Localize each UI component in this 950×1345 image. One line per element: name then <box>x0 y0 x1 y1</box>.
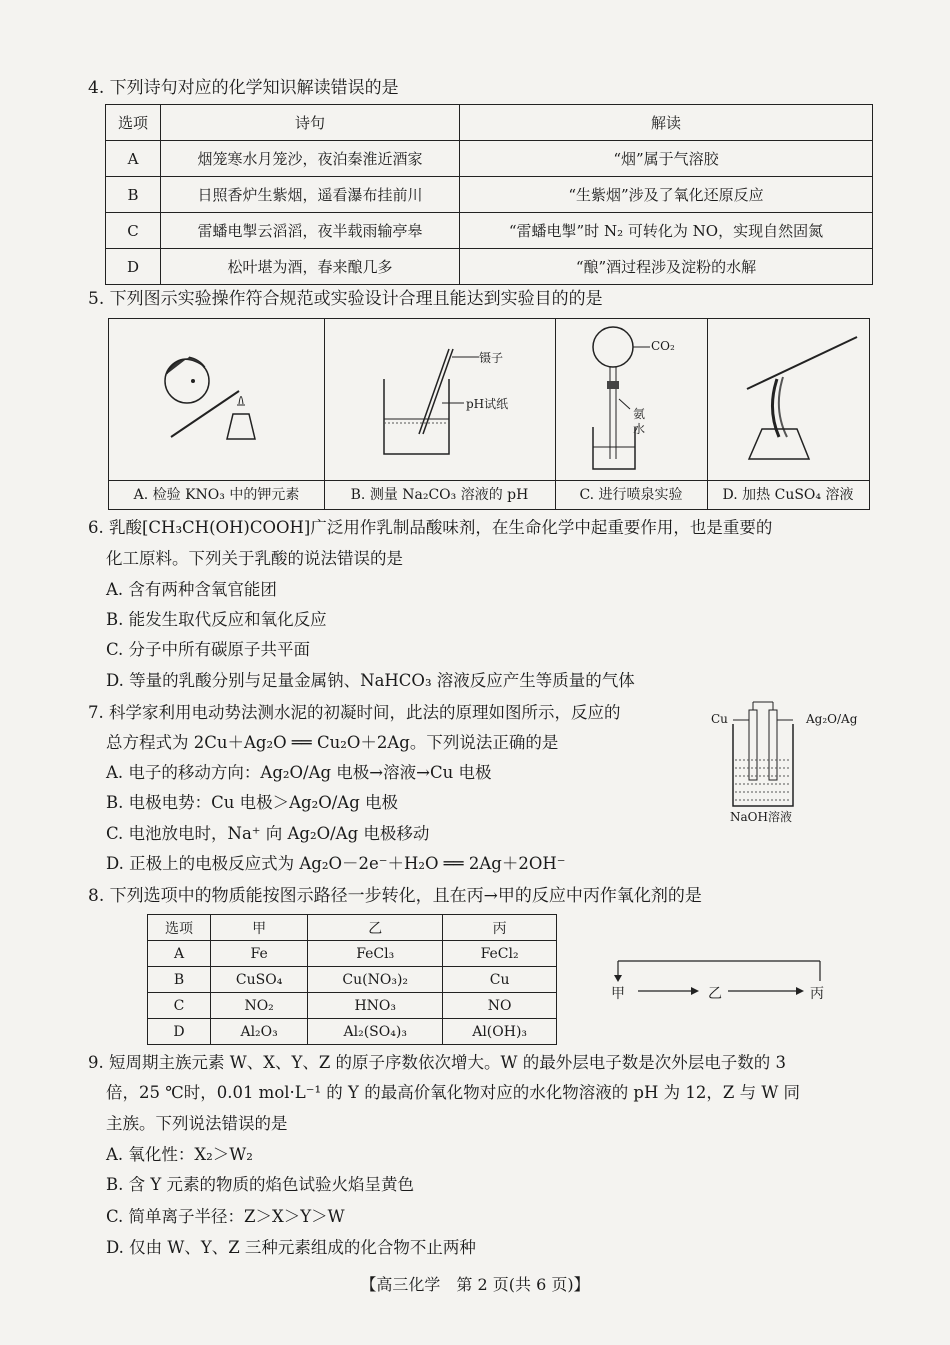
caption-b: B. 测量 Na₂CO₃ 溶液的 pH <box>324 480 555 509</box>
table-cell: “雷蟠电掣”时 N₂ 可转化为 NO，实现自然固氮 <box>460 213 873 249</box>
cu-electrode-label: Cu <box>711 712 728 726</box>
q7-option-d: D. 正极上的电极反应式为 Ag₂O－2e⁻＋H₂O ══ 2Ag＋2OH⁻ <box>106 854 566 873</box>
table-cell: “生紫烟”涉及了氧化还原反应 <box>460 177 873 213</box>
table-cell: Fe <box>211 941 308 967</box>
q8-table <box>147 914 557 1045</box>
table-row <box>148 941 557 967</box>
q8-title: 8. 下列选项中的物质能按图示路径一步转化，且在丙→甲的反应中丙作氧化剂的是 <box>88 886 702 906</box>
fountain-illustration <box>555 319 707 479</box>
table-header: 乙 <box>308 915 443 941</box>
path-jia: 甲 <box>611 986 625 1002</box>
table-cell: 雷蟠电掣云滔滔，夜半载雨输亭皋 <box>161 213 460 249</box>
q7-option-c: C. 电池放电时，Na⁺ 向 Ag₂O/Ag 电极移动 <box>106 824 430 843</box>
q6-option-b: B. 能发生取代反应和氧化反应 <box>106 610 327 629</box>
q9-option-a: A. 氧化性：X₂＞W₂ <box>106 1145 253 1164</box>
table-cell: D <box>148 1019 211 1045</box>
experiment-a <box>109 319 325 509</box>
table-cell: 日照香炉生紫烟，遥看瀑布挂前川 <box>161 177 460 213</box>
q9-option-c: C. 简单离子半径：Z＞X＞Y＞W <box>106 1207 345 1226</box>
table-header: 丙 <box>443 915 557 941</box>
heating-illustration <box>707 319 869 479</box>
table-cell: NO₂ <box>211 993 308 1019</box>
q9-stem-line-1: 9. 短周期主族元素 W、X、Y、Z 的原子序数依次增大。W 的最外层电子数是次外层电子数的 3 <box>88 1053 786 1072</box>
table-cell: Al₂O₃ <box>211 1019 308 1045</box>
table-cell: A <box>106 141 161 177</box>
table-row <box>106 177 873 213</box>
table-row <box>106 213 873 249</box>
ph-test-illustration <box>324 319 555 479</box>
table-cell: FeCl₂ <box>443 941 557 967</box>
table-cell: NO <box>443 993 557 1019</box>
experiment-d <box>707 319 869 509</box>
table-row <box>148 1019 557 1045</box>
experiment-c <box>555 319 708 509</box>
table-cell: Cu(NO₃)₂ <box>308 967 443 993</box>
table-header: 选项 <box>148 915 211 941</box>
q5-experiment-panel <box>108 318 870 510</box>
table-cell: 松叶堪为酒，春来酿几多 <box>161 249 460 285</box>
table-cell: FeCl₃ <box>308 941 443 967</box>
experiment-b <box>324 319 556 509</box>
table-cell: B <box>148 967 211 993</box>
q7-stem-line-1: 7. 科学家利用电动势法测水泥的初凝时间，此法的原理如图所示，反应的 <box>88 703 621 722</box>
co2-label: CO₂ <box>651 339 675 353</box>
table-header: 解读 <box>460 105 873 141</box>
table-header: 诗句 <box>161 105 460 141</box>
caption-d: D. 加热 CuSO₄ 溶液 <box>707 480 869 509</box>
table-cell: C <box>148 993 211 1019</box>
q6-option-a: A. 含有两种含氧官能团 <box>106 580 277 599</box>
ag-electrode-label: Ag₂O/Ag <box>806 712 858 726</box>
q5-title: 5. 下列图示实验操作符合规范或实验设计合理且能达到实验目的的是 <box>88 289 603 309</box>
table-cell: CuSO₄ <box>211 967 308 993</box>
q7-option-b: B. 电极电势：Cu 电极＞Ag₂O/Ag 电极 <box>106 793 399 812</box>
table-header-row <box>106 105 873 141</box>
tweezers-label: 镊子 <box>479 351 504 365</box>
q9-option-d: D. 仅由 W、Y、Z 三种元素组成的化合物不止两种 <box>106 1238 476 1257</box>
table-cell: “酿”酒过程涉及淀粉的水解 <box>460 249 873 285</box>
q7-option-a: A. 电子的移动方向：Ag₂O/Ag 电极→溶液→Cu 电极 <box>106 763 492 782</box>
table-cell: “烟”属于气溶胶 <box>460 141 873 177</box>
path-bing: 丙 <box>810 986 824 1002</box>
table-cell: A <box>148 941 211 967</box>
q6-stem-line-2: 化工原料。下列关于乳酸的说法错误的是 <box>106 549 403 568</box>
table-header: 选项 <box>106 105 161 141</box>
q4-title: 4. 下列诗句对应的化学知识解读错误的是 <box>88 78 399 98</box>
q9-stem-line-3: 主族。下列说法错误的是 <box>106 1114 288 1133</box>
caption-a: A. 检验 KNO₃ 中的钾元素 <box>109 480 324 509</box>
path-yi: 乙 <box>708 986 722 1002</box>
table-cell: B <box>106 177 161 213</box>
table-cell: C <box>106 213 161 249</box>
ph-paper-label: pH试纸 <box>466 397 509 411</box>
table-row <box>148 967 557 993</box>
page-footer: 【高三化学 第 2 页(共 6 页)】 <box>360 1275 590 1294</box>
table-cell: Al₂(SO₄)₃ <box>308 1019 443 1045</box>
q4-table <box>105 104 873 285</box>
ammonia-label: 氨 <box>633 407 646 421</box>
caption-c: C. 进行喷泉实验 <box>555 480 707 509</box>
table-row <box>148 993 557 1019</box>
table-cell: Cu <box>443 967 557 993</box>
q9-stem-line-2: 倍，25 ℃时，0.01 mol·L⁻¹ 的 Y 的最高价氧化物对应的水化物溶液的 pH 为 12，Z 与 W 同 <box>106 1083 801 1102</box>
q7-stem-line-2: 总方程式为 2Cu＋Ag₂O ══ Cu₂O＋2Ag。下列说法正确的是 <box>106 733 559 752</box>
q9-option-b: B. 含 Y 元素的物质的焰色试验火焰呈黄色 <box>106 1175 414 1194</box>
q6-option-d: D. 等量的乳酸分别与足量金属钠、NaHCO₃ 溶液反应产生等质量的气体 <box>106 671 635 690</box>
q6-stem-line-1: 6. 乳酸[CH₃CH(OH)COOH]广泛用作乳制品酸味剂，在生命化学中起重要作用，也是重要的 <box>88 518 773 537</box>
table-cell: Al(OH)₃ <box>443 1019 557 1045</box>
table-header: 甲 <box>211 915 308 941</box>
table-header-row <box>148 915 557 941</box>
table-row <box>106 249 873 285</box>
flame-test-illustration <box>109 319 324 479</box>
table-cell: 烟笼寒水月笼沙，夜泊秦淮近酒家 <box>161 141 460 177</box>
table-cell: HNO₃ <box>308 993 443 1019</box>
table-row <box>106 141 873 177</box>
water-label: 水 <box>633 422 646 436</box>
q6-option-c: C. 分子中所有碳原子共平面 <box>106 640 311 659</box>
solution-label: NaOH溶液 <box>730 810 792 824</box>
table-cell: D <box>106 249 161 285</box>
